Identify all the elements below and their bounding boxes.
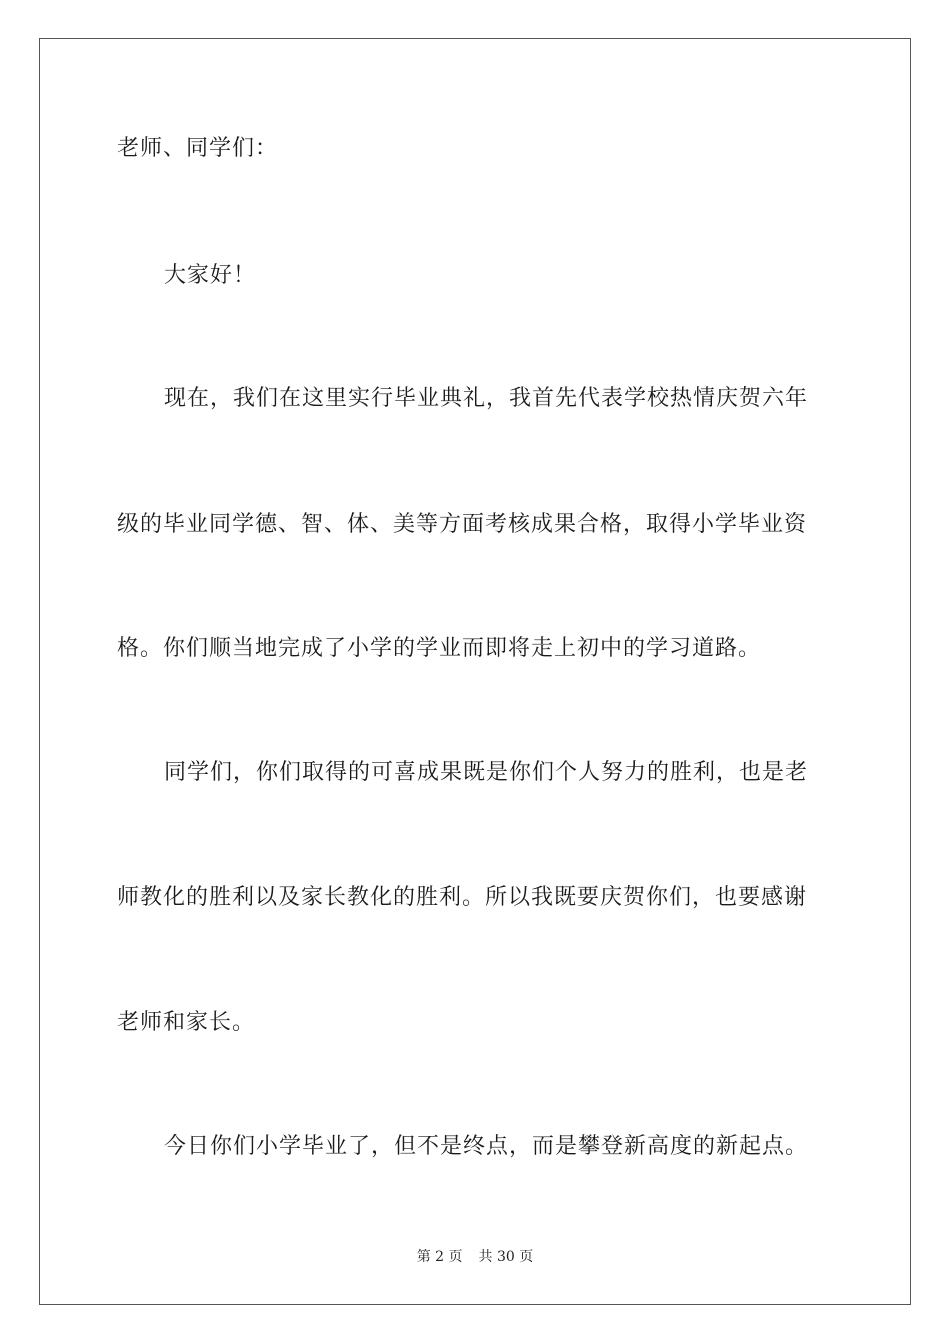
page-total: 共 30 页 bbox=[478, 1249, 534, 1265]
paragraph-2-line-1: 同学们，你们取得的可喜成果既是你们个人努力的胜利，也是老 bbox=[164, 760, 809, 785]
paragraph-1-line-1: 现在，我们在这里实行毕业典礼，我首先代表学校热情庆贺六年 bbox=[164, 386, 809, 411]
salutation-line: 老师、同学们： bbox=[117, 136, 279, 161]
page-footer bbox=[0, 1247, 950, 1267]
paragraph-1-line-2: 级的毕业同学德、智、体、美等方面考核成果合格，取得小学毕业资 bbox=[117, 512, 808, 537]
paragraph-2-line-2: 师教化的胜利以及家长教化的胜利。所以我既要庆贺你们，也要感谢 bbox=[117, 885, 808, 910]
paragraph-3-line-1: 今日你们小学毕业了，但不是终点，而是攀登新高度的新起点。 bbox=[164, 1134, 809, 1159]
paragraph-1-line-3: 格。你们顺当地完成了小学的学业而即将走上初中的学习道路。 bbox=[117, 636, 762, 661]
paragraph-2-line-3: 老师和家长。 bbox=[117, 1010, 256, 1035]
page-border bbox=[39, 38, 911, 1305]
greeting-line: 大家好！ bbox=[164, 263, 257, 288]
page-number: 第 2 页 bbox=[416, 1249, 463, 1265]
